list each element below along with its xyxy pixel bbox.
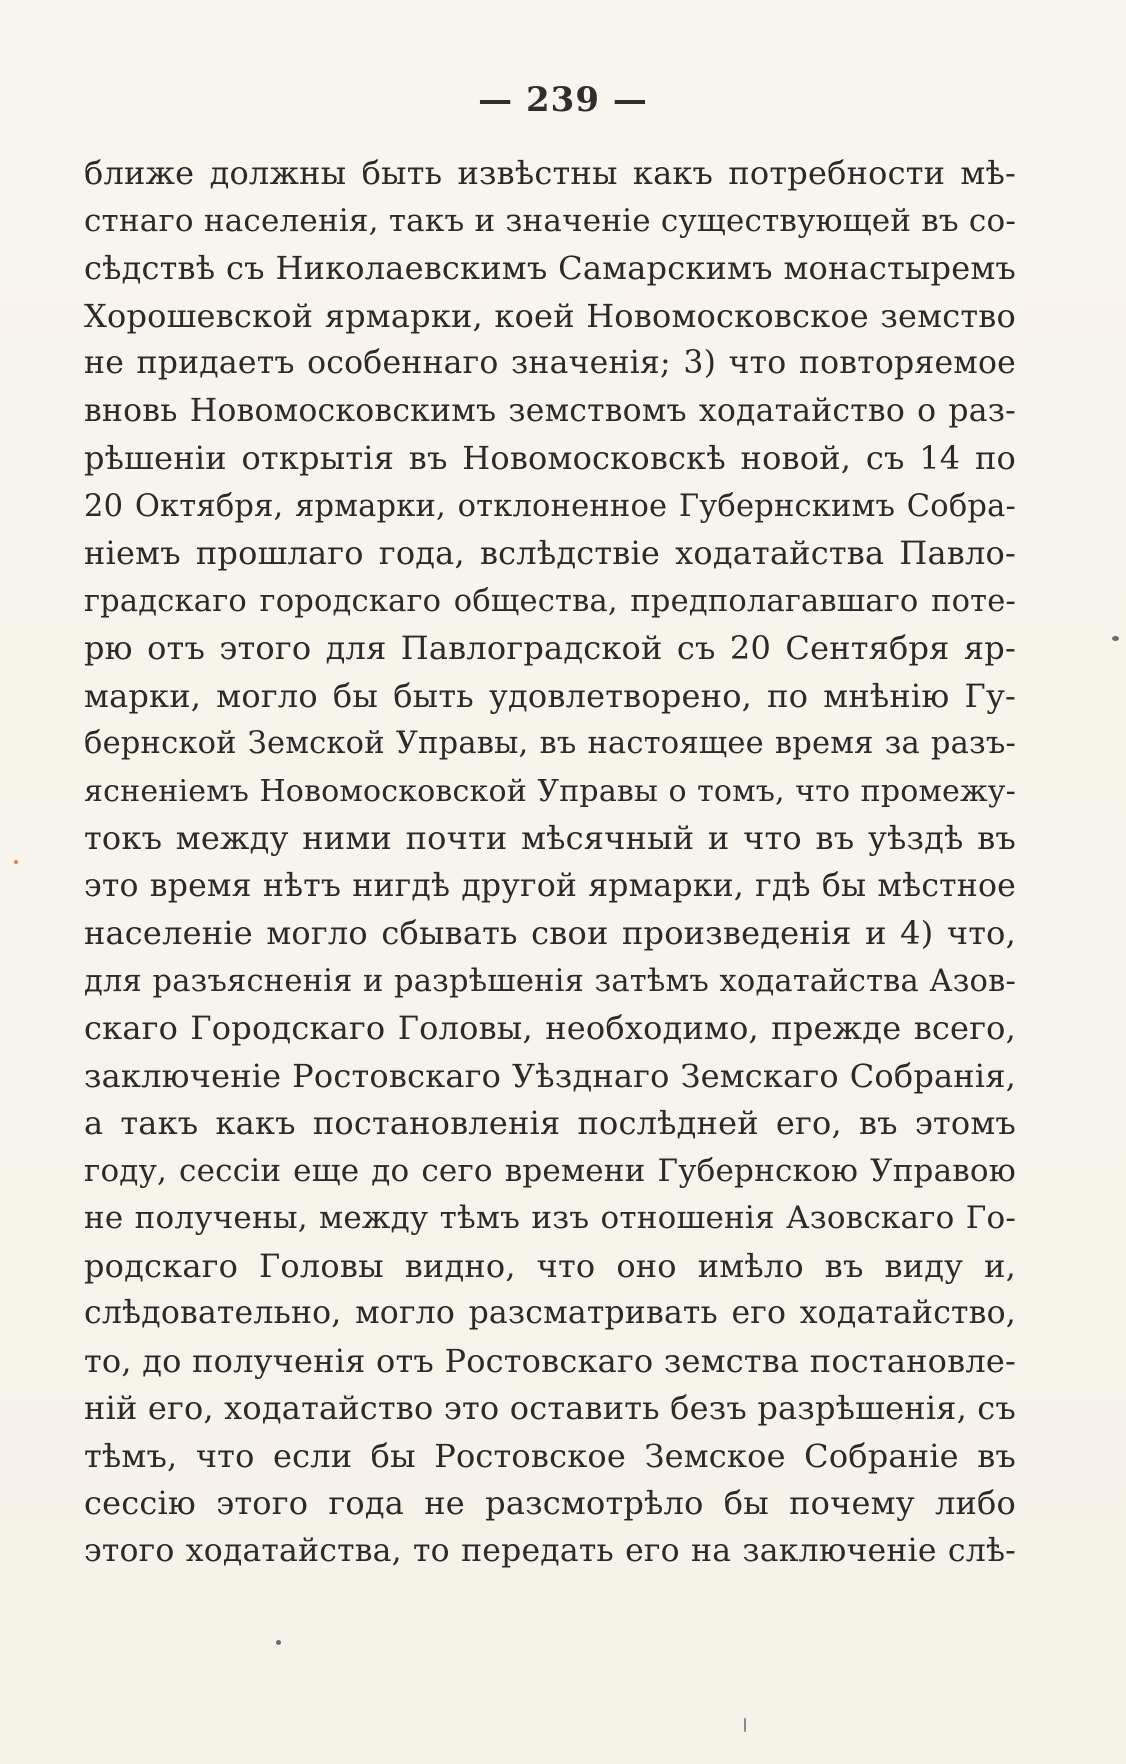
text-line: это время нѣтъ нигдѣ другой ярмарки, гдѣ бы мѣстное — [84, 867, 1016, 904]
paper-speck — [1112, 636, 1119, 641]
text-line: населеніе могло сбывать свои произведенія и 4) что, — [84, 914, 1016, 952]
text-line: рѣшеніи открытія въ Новомосковскѣ новой, съ 14 по — [84, 439, 1016, 477]
paper-speck — [744, 1718, 746, 1732]
body-text — [84, 150, 1016, 1575]
text-line: то, до полученія отъ Ростовскаго земства постановле- — [84, 1341, 1016, 1380]
text-line: а такъ какъ постановленія послѣдней его, въ этомъ — [84, 1104, 1016, 1142]
text-line: марки, могло бы быть удовлетворено, по мнѣнію Гу- — [84, 676, 1016, 715]
text-line: токъ между ними почти мѣсячный и что въ уѣздѣ въ — [84, 819, 1016, 857]
text-line: бернской Земской Управы, въ настоящее время за разъ- — [84, 726, 1016, 761]
text-line: не придаетъ особеннаго значенія; 3) что повторяемое — [84, 345, 1016, 381]
text-line: Хорошевской ярмарки, коей Новомосковское земство — [84, 296, 1016, 335]
text-line: слѣдовательно, могло разсматривать его ходатайство, — [84, 1295, 1016, 1331]
text-line: 20 Октября, ярмарки, отклоненное Губернскимъ Собра- — [84, 488, 1016, 524]
text-line: ясненіемъ Новомосковской Управы о томъ, что промежу- — [84, 773, 1016, 809]
text-line: сѣдствѣ съ Николаевскимъ Самарскимъ монастыремъ — [84, 249, 1016, 287]
text-line: ніемъ прошлаго года, вслѣдствіе ходатайства Павло- — [84, 534, 1016, 572]
text-line: ближе должны быть извѣстны какъ потребности мѣ- — [84, 154, 1016, 192]
text-line: родскаго Головы видно, что оно имѣло въ виду и, — [84, 1246, 1016, 1285]
text-line: рю отъ этого для Павлоградской съ 20 Сентября яр- — [84, 629, 1016, 667]
text-line: вновь Новомосковскимъ земствомъ ходатайство о раз- — [84, 392, 1016, 429]
text-line: скаго Городскаго Головы, необходимо, прежде всего, — [84, 1009, 1016, 1047]
text-line: тѣмъ, что если бы Ростовское Земское Собраніе въ — [84, 1436, 1016, 1475]
text-line: стнаго населенія, такъ и значеніе существующей въ со- — [84, 202, 1016, 239]
text-line: году, сессіи еще до сего времени Губернскою Управою — [84, 1152, 1016, 1189]
text-line: сессію этого года не разсмотрѣло бы почему либо — [84, 1484, 1016, 1522]
text-line: заключеніе Ростовскаго Уѣзднаго Земскаго Собранія, — [84, 1056, 1016, 1095]
paper-speck — [276, 1640, 281, 1645]
text-line: не получены, между тѣмъ изъ отношенія Азовскаго Го- — [84, 1200, 1016, 1236]
text-line: для разъясненія и разрѣшенія затѣмъ ходатайства Азов- — [84, 963, 1016, 999]
page-number: — 239 — — [478, 80, 648, 120]
text-line: ній его, ходатайство это оставить безъ разрѣшенія, съ — [84, 1389, 1016, 1427]
text-line: градскаго городскаго общества, предполагавшаго поте- — [84, 583, 1016, 619]
paper-speck — [14, 860, 18, 864]
text-line: этого ходатайства, то передать его на заключеніе слѣ- — [84, 1532, 1016, 1569]
